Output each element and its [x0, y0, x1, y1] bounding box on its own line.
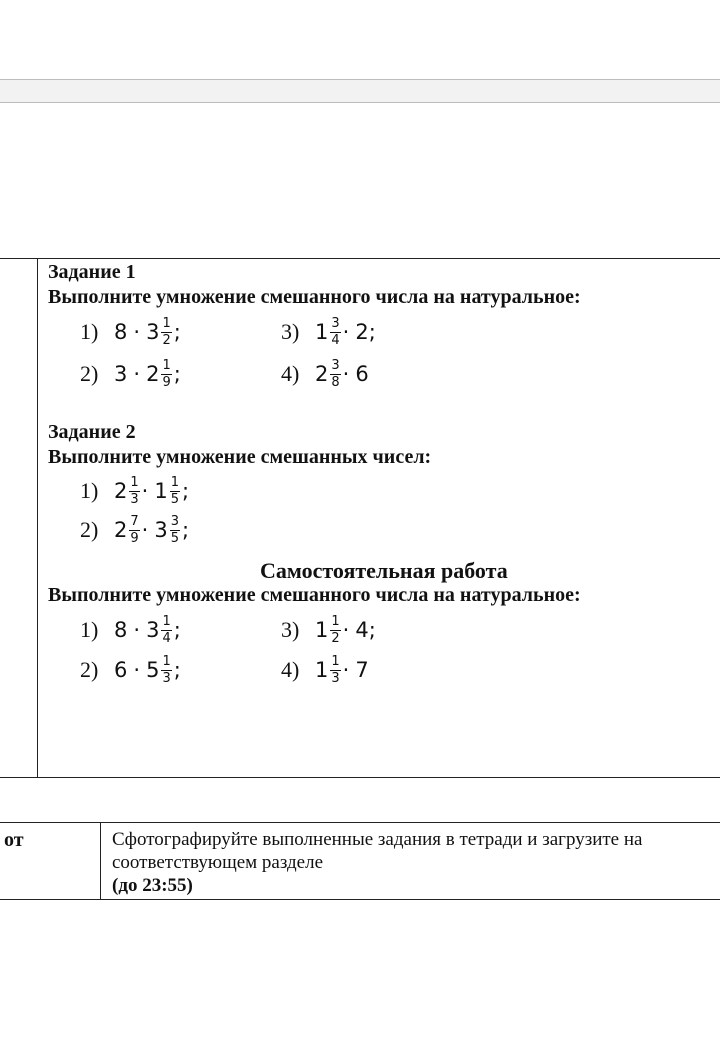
task1-item-3: 3) 1 $\frac{3}{4}$ · 2 ; — [281, 316, 376, 348]
submission-line-2: соответствующем разделе — [112, 852, 324, 873]
independent-item-2: 2) 6 · 5 $\frac{1}{3}$ ; — [80, 654, 181, 686]
task1-item-2: 2) 3 · 2 $\frac{1}{9}$ ; — [80, 358, 181, 390]
independent-work-title: Самостоятельная работа — [260, 558, 508, 583]
fraction: $\frac{1}{9}$ — [162, 358, 171, 390]
table-column-divider — [100, 823, 101, 899]
fraction: $\frac{1}{4}$ — [162, 614, 171, 646]
fraction: $\frac{3}{5}$ — [170, 514, 179, 546]
table-column-divider — [37, 259, 38, 777]
submission-line-1: Сфотографируйте выполненные задания в тетради и загрузите на — [112, 829, 643, 850]
task1-item-4: 4) 2 $\frac{3}{8}$ · 6 — [281, 358, 369, 390]
fraction: $\frac{1}{2}$ — [331, 614, 340, 646]
independent-instruction: Выполните умножение смешанного числа на натуральное: — [48, 584, 581, 606]
fraction: $\frac{3}{8}$ — [331, 358, 340, 390]
fraction: $\frac{1}{2}$ — [162, 316, 171, 348]
task2-item-2: 2) 2 $\frac{7}{9}$ · 3 $\frac{3}{5}$ ; — [80, 514, 190, 546]
task2-item-1: 1) 2 $\frac{1}{3}$ · 1 $\frac{1}{5}$ ; — [80, 475, 190, 507]
submission-table-row — [0, 822, 720, 900]
fraction: $\frac{1}{3}$ — [130, 475, 139, 507]
assignment-table-row — [0, 258, 720, 778]
top-toolbar-strip — [0, 79, 720, 103]
footer-left-label: от — [4, 829, 24, 851]
task1-title: Задание 1 — [48, 261, 136, 283]
fraction: $\frac{1}{3}$ — [331, 654, 340, 686]
fraction: $\frac{1}{5}$ — [170, 475, 179, 507]
task1-item-1: 1) 8 · 3 $\frac{1}{2}$ ; — [80, 316, 181, 348]
fraction: $\frac{7}{9}$ — [130, 514, 139, 546]
independent-item-1: 1) 8 · 3 $\frac{1}{4}$ ; — [80, 614, 181, 646]
fraction: $\frac{3}{4}$ — [331, 316, 340, 348]
deadline-text: (до 23:55) — [112, 875, 193, 896]
task1-instruction: Выполните умножение смешанного числа на натуральное: — [48, 286, 581, 308]
task2-title: Задание 2 — [48, 421, 136, 443]
independent-item-3: 3) 1 $\frac{1}{2}$ · 4 ; — [281, 614, 376, 646]
fraction: $\frac{1}{3}$ — [162, 654, 171, 686]
independent-item-4: 4) 1 $\frac{1}{3}$ · 7 — [281, 654, 369, 686]
task2-instruction: Выполните умножение смешанных чисел: — [48, 446, 432, 468]
submission-instructions — [112, 828, 720, 897]
